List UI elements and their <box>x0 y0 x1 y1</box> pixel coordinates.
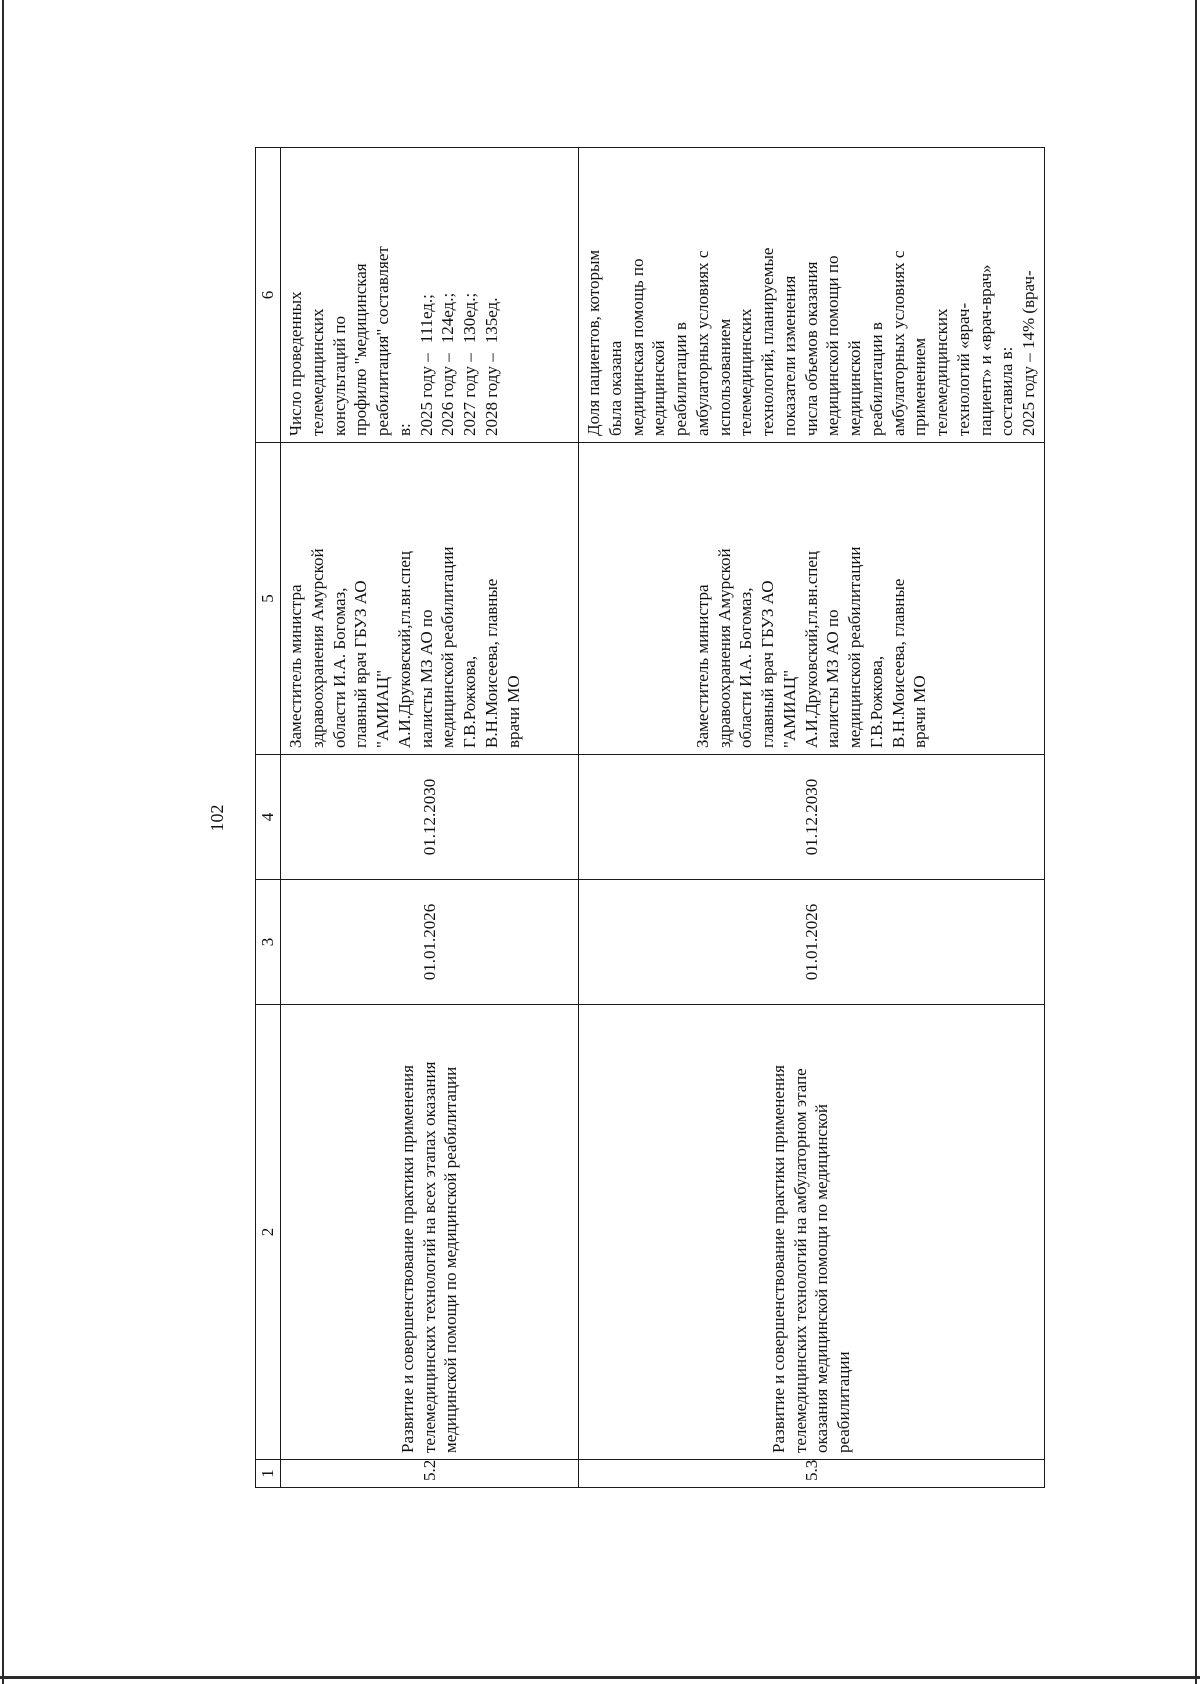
table-row <box>579 148 1045 1488</box>
scan-left-edge <box>2 0 4 1684</box>
indicator-line: консультаций по <box>329 316 349 436</box>
responsible-line: Заместитель министра <box>286 584 305 748</box>
indicator-line: медицинская помощь по <box>627 258 647 436</box>
indicator-year-line <box>416 150 438 436</box>
indicator-line: медицинской помощи по <box>823 255 843 436</box>
indicator-line: телемедицинских <box>932 308 951 436</box>
indicator-value: 124ед.; <box>438 292 458 344</box>
start-date: 01.01.2026 <box>579 880 1045 1005</box>
indicator-line: Доля пациентов, которым <box>584 249 603 436</box>
column-number: 3 <box>256 880 281 1005</box>
responsible-line: области И.А. Богомаз, <box>329 587 349 748</box>
scan-right-edge <box>1195 0 1197 1684</box>
column-number: 6 <box>256 148 281 443</box>
measure-title: Развитие и совершенствование практики применения телемедицинских технологий на всех этапах оказания медицинской помощи по медицинской реабилитации <box>281 1005 579 1460</box>
measures-table <box>255 147 1045 1488</box>
end-date: 01.12.2030 <box>579 755 1045 880</box>
responsible-line: Заместитель министра <box>692 584 712 748</box>
column-number: 2 <box>256 1005 281 1460</box>
indicator-line: амбулаторных условиях с <box>692 250 712 436</box>
responsible-line: Г.В.Рожкова, <box>866 655 886 748</box>
indicator-line: профилю "медицинская <box>351 263 371 436</box>
page-number: 102 <box>207 804 227 832</box>
indicator-line: реабилитации в <box>671 322 690 436</box>
column-number: 1 <box>256 1460 281 1488</box>
responsible-line: медицинской реабилитации <box>438 546 458 748</box>
column-number: 4 <box>256 755 281 880</box>
indicator-year: 2025 году – <box>416 353 436 436</box>
indicator-line: была оказана <box>605 340 625 436</box>
indicator-line: пациент» и «врач-врач» <box>975 264 995 436</box>
responsible-line: В.Н.Моисеева, главные <box>888 578 908 748</box>
responsible-persons <box>579 443 1045 755</box>
indicator-line: Число проведенных <box>286 291 305 436</box>
table-row <box>281 148 579 1488</box>
item-number: 5.2 <box>281 1460 579 1488</box>
indicator-value: 111ед.; <box>416 294 436 344</box>
responsible-line: В.Н.Моисеева, главные <box>481 578 501 748</box>
indicator-line: медицинской <box>649 340 669 436</box>
indicator-year-line <box>481 150 503 436</box>
column-number-row <box>256 148 281 1488</box>
indicator-line: телемедицинских <box>307 308 327 436</box>
responsible-line: А.И.Друковский,гл.вн.спец <box>394 550 414 748</box>
indicator-year-line <box>437 150 459 436</box>
rotated-sheet <box>205 128 1065 1508</box>
indicator-line: реабилитации в <box>866 322 886 436</box>
item-number: 5.3 <box>579 1460 1045 1488</box>
scan-bottom-edge <box>0 1676 1200 1679</box>
indicator-line: реабилитация" составляет <box>373 246 392 436</box>
responsible-line: "АМИАЦ" <box>373 669 392 748</box>
indicator-line: числа объемов оказания <box>801 261 821 436</box>
responsible-line: главный врач ГБУЗ АО <box>758 580 777 748</box>
indicator-line: применением <box>910 337 930 436</box>
responsible-line: иалисты МЗ АО по <box>823 609 843 748</box>
responsible-line: здравоохранения Амурской <box>714 548 734 748</box>
indicator-line: технологий, планируемые <box>758 247 777 436</box>
indicator-year: 2028 году – <box>481 353 501 436</box>
indicator-line: амбулаторных условиях с <box>888 250 908 436</box>
column-number: 5 <box>256 443 281 755</box>
indicator-line: телемедицинских <box>736 308 756 436</box>
responsible-line: А.И.Друковский,гл.вн.спец <box>801 550 821 748</box>
responsible-line: иалисты МЗ АО по <box>416 609 436 748</box>
end-date: 01.12.2030 <box>281 755 579 880</box>
indicator-year-line <box>459 150 481 436</box>
indicator-line: использованием <box>714 318 734 436</box>
indicator-line: показатели изменения <box>779 275 799 436</box>
indicator-line: составила в: <box>997 346 1017 436</box>
responsible-line: "АМИАЦ" <box>779 669 799 748</box>
indicator-line: 2025 году – 14% (врач- <box>1019 270 1038 436</box>
indicator-line: медицинской <box>845 340 864 436</box>
target-indicator <box>281 148 579 443</box>
responsible-line: врачи МО <box>910 675 930 748</box>
measure-title: Развитие и совершенствование практики применения телемедицинских технологий на амбулаторном этапе оказания медицинской помощи по медицинской реабилитации <box>579 1005 1045 1460</box>
responsible-line: врачи МО <box>503 675 523 748</box>
responsible-line: здравоохранения Амурской <box>307 548 327 748</box>
responsible-line: медицинской реабилитации <box>845 546 864 748</box>
responsible-line: Г.В.Рожкова, <box>460 655 479 748</box>
indicator-year: 2026 году – <box>438 353 458 436</box>
indicator-line: в: <box>394 423 414 436</box>
responsible-line: области И.А. Богомаз, <box>736 587 756 748</box>
indicator-line: технологий «врач- <box>953 302 973 436</box>
responsible-line: главный врач ГБУЗ АО <box>351 580 371 748</box>
target-indicator <box>579 148 1045 443</box>
indicator-value: 130ед.; <box>460 292 479 344</box>
start-date: 01.01.2026 <box>281 880 579 1005</box>
indicator-year: 2027 году – <box>460 353 479 436</box>
responsible-persons <box>281 443 579 755</box>
indicator-value: 135ед. <box>481 297 501 344</box>
